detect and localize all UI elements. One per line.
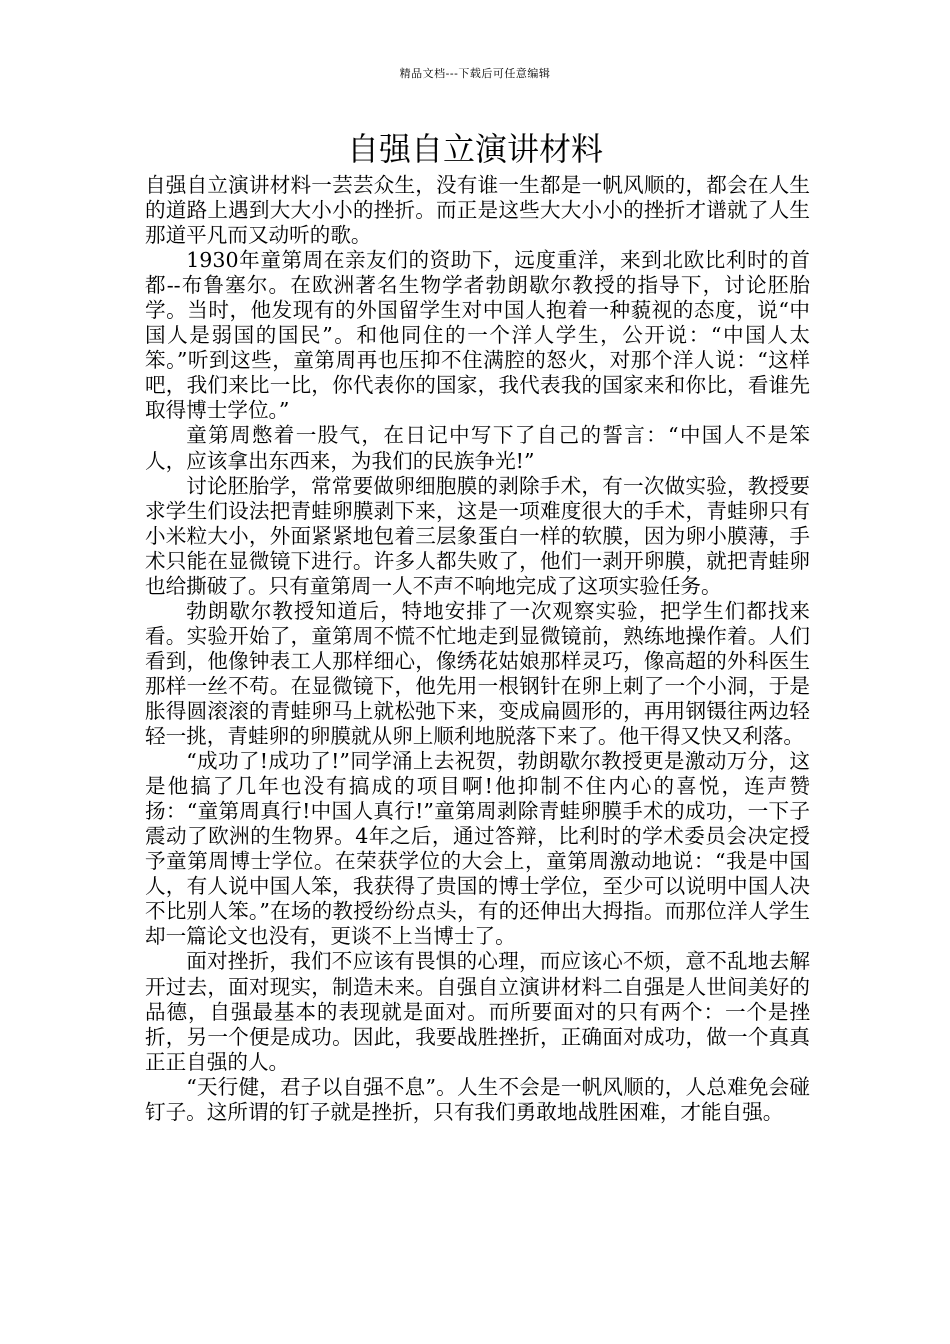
paragraph: 1930年童第周在亲友们的资助下，远度重洋，来到北欧比利时的首都--布鲁塞尔。在欧洲著名生物学者勃朗歇尔教授的指导下，讨论胚胎学。当时，他发现有的外国留学生对中国人抱着一种藐视的态度，说“中国人是弱国的国民”。和他同住的一个洋人学生，公开说：“中国人太笨。”听到这些，童第周再也压抑不住满腔的怒火，对那个洋人说：“这样吧，我们来比一比，你代表你的国家，我代表我的国家来和你比，看谁先取得博士学位。” — [145, 248, 810, 423]
paragraph: 面对挫折，我们不应该有畏惧的心理，而应该心不烦，意不乱地去解开过去，面对现实，制造未来。自强自立演讲材料二自强是人世间美好的品德，自强最基本的表现就是面对。而所要面对的只有两个：一个是挫折，另一个便是成功。因此，我要战胜挫折，正确面对成功，做一个真真正正自强的人。 — [145, 949, 810, 1074]
paragraph: 自强自立演讲材料一芸芸众生，没有谁一生都是一帆风顺的，都会在人生的道路上遇到大大小小的挫折。而正是这些大大小小的挫折才谱就了人生那道平凡而又动听的歌。 — [145, 173, 810, 248]
document-body — [145, 173, 810, 1125]
paragraph: 勃朗歇尔教授知道后，特地安排了一次观察实验，把学生们都找来看。实验开始了，童第周不慌不忙地走到显微镜前，熟练地操作着。人们看到，他像钟表工人那样细心，像绣花姑娘那样灵巧，像高超的外科医生那样一丝不苟。在显微镜下，他先用一根钢针在卵上刺了一个小洞，于是胀得圆滚滚的青蛙卵马上就松弛下来，变成扁圆形的，再用钢镊往两边轻轻一挑，青蛙卵的卵膜就从卵上顺利地脱落下来了。他干得又快又利落。 — [145, 598, 810, 749]
paragraph: 讨论胚胎学，常常要做卵细胞膜的剥除手术，有一次做实验，教授要求学生们设法把青蛙卵膜剥下来，这是一项难度很大的手术，青蛙卵只有小米粒大小，外面紧紧地包着三层象蛋白一样的软膜，因为卵小膜薄，手术只能在显微镜下进行。许多人都失败了，他们一剥开卵膜，就把青蛙卵也给撕破了。只有童第周一人不声不响地完成了这项实验任务。 — [145, 473, 810, 598]
document-title: 自强自立演讲材料 — [346, 130, 603, 168]
paragraph: 童第周憋着一股气，在日记中写下了自己的誓言：“中国人不是笨人，应该拿出东西来，为我们的民族争光!” — [145, 423, 810, 473]
paragraph: “天行健，君子以自强不息”。人生不会是一帆风顺的，人总难免会碰钉子。这所谓的钉子就是挫折，只有我们勇敢地战胜困难，才能自强。 — [145, 1074, 810, 1124]
header-note: 精品文档---下载后可任意编辑 — [399, 67, 551, 80]
paragraph: “成功了!成功了!”同学涌上去祝贺，勃朗歇尔教授更是激动万分，这是他搞了几年也没有搞成的项目啊!他抑制不住内心的喜悦，连声赞扬：“童第周真行!中国人真行!”童第周剥除青蛙卵膜手术的成功，一下子震动了欧洲的生物界。4年之后，通过答辩，比利时的学术委员会决定授予童第周博士学位。在荣获学位的大会上，童第周激动地说：“我是中国人，有人说中国人笨，我获得了贵国的博士学位，至少可以说明中国人决不比别人笨。”在场的教授纷纷点头，有的还伸出大拇指。而那位洋人学生却一篇论文也没有，更谈不上当博士了。 — [145, 749, 810, 949]
